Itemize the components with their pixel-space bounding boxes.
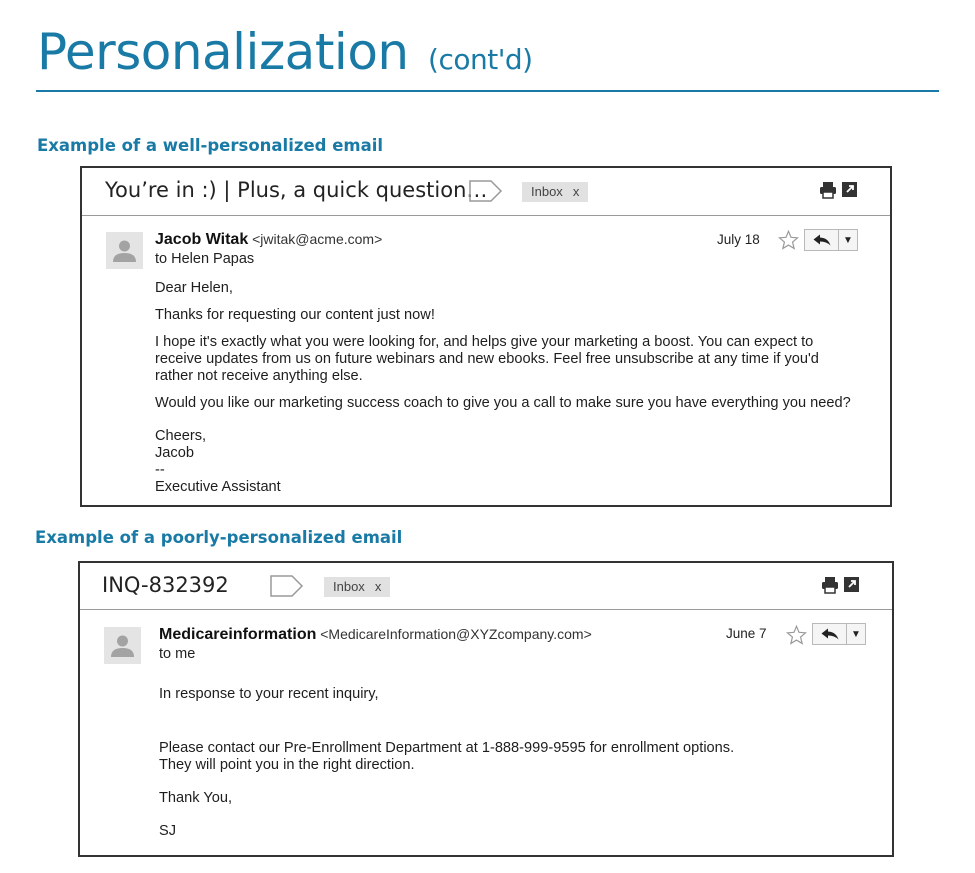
star-icon[interactable] xyxy=(786,625,807,645)
inbox-chip-label: Inbox xyxy=(333,579,365,594)
title-divider xyxy=(36,90,939,92)
more-actions-button[interactable] xyxy=(838,230,857,250)
body-closing: Thank You, xyxy=(159,790,233,806)
signature-separator: -- xyxy=(155,462,165,478)
body-paragraph-line: Please contact our Pre-Enrollment Department at 1-888-999-9595 for enrollment options. xyxy=(159,740,735,756)
caret-down-icon: ▼ xyxy=(851,628,861,640)
poor-email-body xyxy=(159,686,879,840)
good-email-subject: You’re in :) | Plus, a quick question… xyxy=(105,178,488,202)
sender-name: Jacob Witak xyxy=(155,231,249,248)
person-icon xyxy=(106,232,143,269)
sender-email: <jwitak@acme.com> xyxy=(252,231,383,247)
good-email-header xyxy=(82,168,890,216)
star-icon[interactable] xyxy=(778,230,799,250)
poor-email-card xyxy=(78,561,894,857)
body-paragraph: Would you like our marketing success coach to give you a call to make sure you have everything you need? xyxy=(155,395,851,411)
poor-email-header xyxy=(80,563,892,610)
printer-icon[interactable] xyxy=(821,576,839,594)
inbox-chip-label: Inbox xyxy=(531,184,563,199)
good-example-label: Example of a well-personalized email xyxy=(37,136,384,155)
chip-close-icon[interactable]: x xyxy=(374,579,382,594)
reply-arrow-icon xyxy=(821,628,839,640)
good-sender xyxy=(155,230,382,250)
signature-name: Jacob xyxy=(155,445,194,461)
caret-down-icon: ▼ xyxy=(843,234,853,246)
label-tag-icon[interactable] xyxy=(270,575,304,597)
sender-email: <MedicareInformation@XYZcompany.com> xyxy=(320,626,592,642)
signature-name: SJ xyxy=(159,823,177,839)
printer-icon[interactable] xyxy=(819,181,837,199)
chip-close-icon[interactable]: x xyxy=(572,184,580,199)
body-paragraph-line: receive updates from us on future webinars and new ebooks. Feel free unsubscribe at any time if you'd xyxy=(155,351,819,367)
page-title-suffix: (cont'd) xyxy=(428,43,533,76)
poor-sender xyxy=(159,625,592,645)
reply-group xyxy=(804,229,858,251)
email-date: June 7 xyxy=(726,626,767,641)
person-icon xyxy=(104,627,141,664)
reply-button[interactable] xyxy=(813,624,846,644)
body-paragraph: In response to your recent inquiry, xyxy=(159,686,379,702)
body-paragraph-line: I hope it's exactly what you were looking for, and helps give your marketing a boost. You can expect to xyxy=(155,334,814,350)
reply-button[interactable] xyxy=(805,230,838,250)
poor-example-label: Example of a poorly-personalized email xyxy=(35,528,403,547)
poor-inbox-chip[interactable] xyxy=(324,577,390,597)
recipient: to Helen Papas xyxy=(155,251,255,267)
body-closing: Cheers, xyxy=(155,428,207,444)
email-date: July 18 xyxy=(717,232,760,247)
label-tag-icon[interactable] xyxy=(469,180,503,202)
popout-icon[interactable] xyxy=(843,576,860,593)
avatar xyxy=(104,627,141,664)
good-header-actions xyxy=(819,181,858,199)
body-paragraph: Thanks for requesting our content just now! xyxy=(155,307,435,323)
sender-name: Medicareinformation xyxy=(159,626,317,643)
page-title xyxy=(37,22,533,82)
body-greeting: Dear Helen, xyxy=(155,280,233,296)
poor-header-actions xyxy=(821,576,860,594)
body-paragraph-line: rather not receive anything else. xyxy=(155,368,363,384)
body-paragraph-line: They will point you in the right direction. xyxy=(159,757,415,773)
good-inbox-chip[interactable] xyxy=(522,182,588,202)
poor-email-subject: INQ-832392 xyxy=(102,573,229,597)
good-email-card xyxy=(80,166,892,507)
popout-icon[interactable] xyxy=(841,181,858,198)
reply-arrow-icon xyxy=(813,234,831,246)
avatar xyxy=(106,232,143,269)
recipient: to me xyxy=(159,646,196,662)
more-actions-button[interactable] xyxy=(846,624,865,644)
page-title-main: Personalization xyxy=(37,23,409,81)
reply-group xyxy=(812,623,866,645)
signature-title: Executive Assistant xyxy=(155,479,281,495)
good-email-body xyxy=(155,280,875,496)
